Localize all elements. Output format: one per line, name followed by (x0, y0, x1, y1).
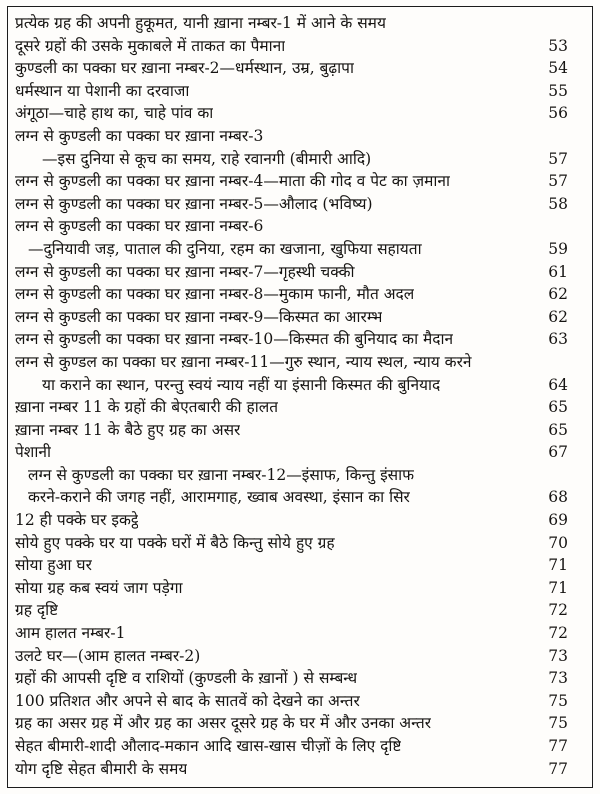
toc-entry-text: सोये हुए पक्के घर या पक्के घरों में बैठे किन्तु सोये हुए ग्रह (15, 533, 335, 552)
toc-entry-page: 65 (548, 398, 568, 417)
toc-entry-text: लग्न से कुण्डली का पक्का घर ख़ाना नम्बर-7—गृहस्थी चक्की (15, 262, 355, 281)
toc-entry (15, 667, 568, 690)
toc-entry (15, 35, 568, 58)
toc-entry (15, 125, 568, 148)
toc-entry-page: 71 (548, 578, 568, 597)
toc-entry-page: 71 (548, 556, 568, 575)
toc-entry-text: ग्रहों की आपसी दृष्टि व राशियों (कुण्डली के ख़ानों ) से सम्बन्ध (15, 669, 358, 688)
toc-entry-text: प्रत्येक ग्रह की अपनी हुकूमत, यानी ख़ाना नम्बर-1 में आने के समय (15, 14, 386, 32)
toc-entry (15, 215, 568, 238)
toc-entry (15, 261, 568, 284)
toc-entry-page: 70 (548, 533, 568, 552)
toc-entry (15, 441, 568, 464)
toc-entry-page: 57 (548, 149, 568, 168)
toc-entry-page: 62 (548, 307, 568, 326)
toc-entry-text: लग्न से कुण्डली का पक्का घर ख़ाना नम्बर-5—औलाद (भविष्य) (15, 194, 373, 213)
toc-entry-text: लग्न से कुण्डल का पक्का घर ख़ाना नम्बर-11—गुरु स्थान, न्याय स्थल, न्याय करने (15, 352, 472, 371)
toc-entry-text: दूसरे ग्रहों की उसके मुकाबले में ताकत का पैमाना (15, 36, 286, 55)
toc-entry (15, 622, 568, 645)
toc-entry-page: 53 (548, 36, 568, 55)
toc-entry (15, 690, 568, 713)
toc-entry-page: 61 (548, 262, 568, 281)
toc-entry-text: लग्न से कुण्डली का पक्का घर ख़ाना नम्बर-4—माता की गोद व पेट का ज़माना (15, 172, 450, 191)
toc-entry (15, 80, 568, 103)
toc-entry (15, 306, 568, 329)
toc-entry-text: —दुनियावी जड़, पाताल की दुनिया, रहम का खजाना, खुफिया सहायता (28, 239, 422, 258)
toc-entry-text: लग्न से कुण्डली का पक्का घर ख़ाना नम्बर-8—मुकाम फानी, मौत अदल (15, 285, 415, 304)
toc-entry-page: 65 (548, 420, 568, 439)
toc-entry-text: आम हालत नम्बर-1 (15, 624, 126, 643)
toc-entry-page: 69 (548, 511, 568, 530)
toc-entry-text: ग्रह का असर ग्रह में और ग्रह का असर दूसरे ग्रह के घर में और उनका अन्तर (15, 714, 432, 733)
toc-entry (15, 419, 568, 442)
toc-entry-text: 100 प्रतिशत और अपने से बाद के सातवें को देखने का अन्तर (15, 691, 360, 710)
toc-entry-text: ख़ाना नम्बर 11 के बैठे हुए ग्रह का असर (15, 420, 241, 439)
toc-entry-text: लग्न से कुण्डली का पक्का घर ख़ाना नम्बर-9—किस्मत का आरम्भ (15, 307, 383, 326)
toc-entry (15, 102, 568, 125)
toc-entry (15, 351, 568, 374)
toc-entry-text: योग दृष्टि सेहत बीमारी के समय (15, 759, 188, 778)
toc-entry (15, 170, 568, 193)
toc-entry (15, 374, 568, 397)
toc-entry-text: लग्न से कुण्डली का पक्का घर ख़ाना नम्बर-12—इंसाफ, किन्तु इंसाफ (28, 465, 415, 484)
toc-entry (15, 193, 568, 216)
toc-entry-text: सोया ग्रह कब स्वयं जाग पड़ेगा (15, 578, 183, 597)
toc-entry-text: अंगूठा—चाहे हाथ का, चाहे पांव का (15, 104, 214, 123)
toc-entry (15, 238, 568, 261)
toc-entry (15, 554, 568, 577)
toc-entry-text: —इस दुनिया से कूच का समय, राहे रवानगी (बीमारी आदि) (42, 149, 372, 168)
toc-entry-text: पेशानी (15, 443, 51, 462)
toc-entry-text: ग्रह दृष्टि (15, 601, 59, 620)
toc-entry-page: 58 (548, 194, 568, 213)
toc-entry (15, 12, 568, 35)
toc-entry-page: 77 (548, 759, 568, 778)
toc-entry-page: 59 (548, 239, 568, 258)
toc-entry-page: 55 (548, 81, 568, 100)
toc-entry (15, 532, 568, 555)
toc-entry-text: करने-कराने की जगह नहीं, आरामगाह, ख्वाब अवस्था, इंसान का सिर (28, 488, 410, 507)
toc-entry-text: ख़ाना नम्बर 11 के ग्रहों की बेएतबारी की हालत (15, 398, 279, 417)
toc-entry-text: लग्न से कुण्डली का पक्का घर ख़ाना नम्बर-10—किस्मत की बुनियाद का मैदान (15, 330, 454, 349)
toc-entry (15, 712, 568, 735)
toc-entry-page: 63 (548, 330, 568, 349)
toc-entry-text: धर्मस्थान या पेशानी का दरवाजा (15, 81, 190, 100)
toc-entry-page: 73 (548, 669, 568, 688)
toc-entry (15, 396, 568, 419)
toc-list (15, 12, 568, 780)
toc-entry (15, 758, 568, 781)
toc-entry (15, 486, 568, 509)
toc-entry (15, 735, 568, 758)
toc-entry (15, 599, 568, 622)
toc-entry-text: सोया हुआ घर (15, 556, 92, 575)
toc-entry (15, 577, 568, 600)
toc-entry (15, 283, 568, 306)
toc-entry-page: 56 (548, 104, 568, 123)
toc-entry (15, 328, 568, 351)
toc-entry-text: उलटे घर—(आम हालत नम्बर-2) (15, 646, 201, 665)
toc-entry-page: 75 (548, 714, 568, 733)
toc-entry-page: 77 (548, 737, 568, 755)
page-border-frame (7, 6, 593, 788)
toc-entry-page: 75 (548, 691, 568, 710)
toc-entry-page: 54 (548, 59, 568, 78)
toc-entry (15, 509, 568, 532)
toc-entry (15, 57, 568, 80)
toc-entry-page: 72 (548, 601, 568, 620)
toc-entry-text: लग्न से कुण्डली का पक्का घर ख़ाना नम्बर-3 (15, 126, 264, 145)
toc-entry-page: 62 (548, 285, 568, 304)
toc-entry (15, 148, 568, 171)
toc-entry (15, 645, 568, 668)
toc-entry-text: कुण्डली का पक्का घर ख़ाना नम्बर-2—धर्मस्थान, उम्र, बुढ़ापा (15, 59, 354, 78)
toc-entry-page: 67 (548, 443, 568, 462)
toc-entry-page: 64 (548, 375, 568, 394)
toc-entry (15, 464, 568, 487)
toc-entry-page: 57 (548, 172, 568, 191)
toc-entry-page: 68 (548, 488, 568, 507)
toc-entry-text: सेहत बीमारी-शादी औलाद-मकान आदि खास-खास चीज़ों के लिए दृष्टि (15, 737, 402, 755)
toc-entry-text: या कराने का स्थान, परन्तु स्वयं न्याय नहीं या इंसानी किस्मत की बुनियाद (42, 375, 441, 394)
toc-entry-text: लग्न से कुण्डली का पक्का घर ख़ाना नम्बर-6 (15, 217, 264, 236)
toc-entry-text: 12 ही पक्के घर इकट्ठे (15, 511, 139, 530)
toc-entry-page: 73 (548, 646, 568, 665)
toc-entry-page: 72 (548, 624, 568, 643)
